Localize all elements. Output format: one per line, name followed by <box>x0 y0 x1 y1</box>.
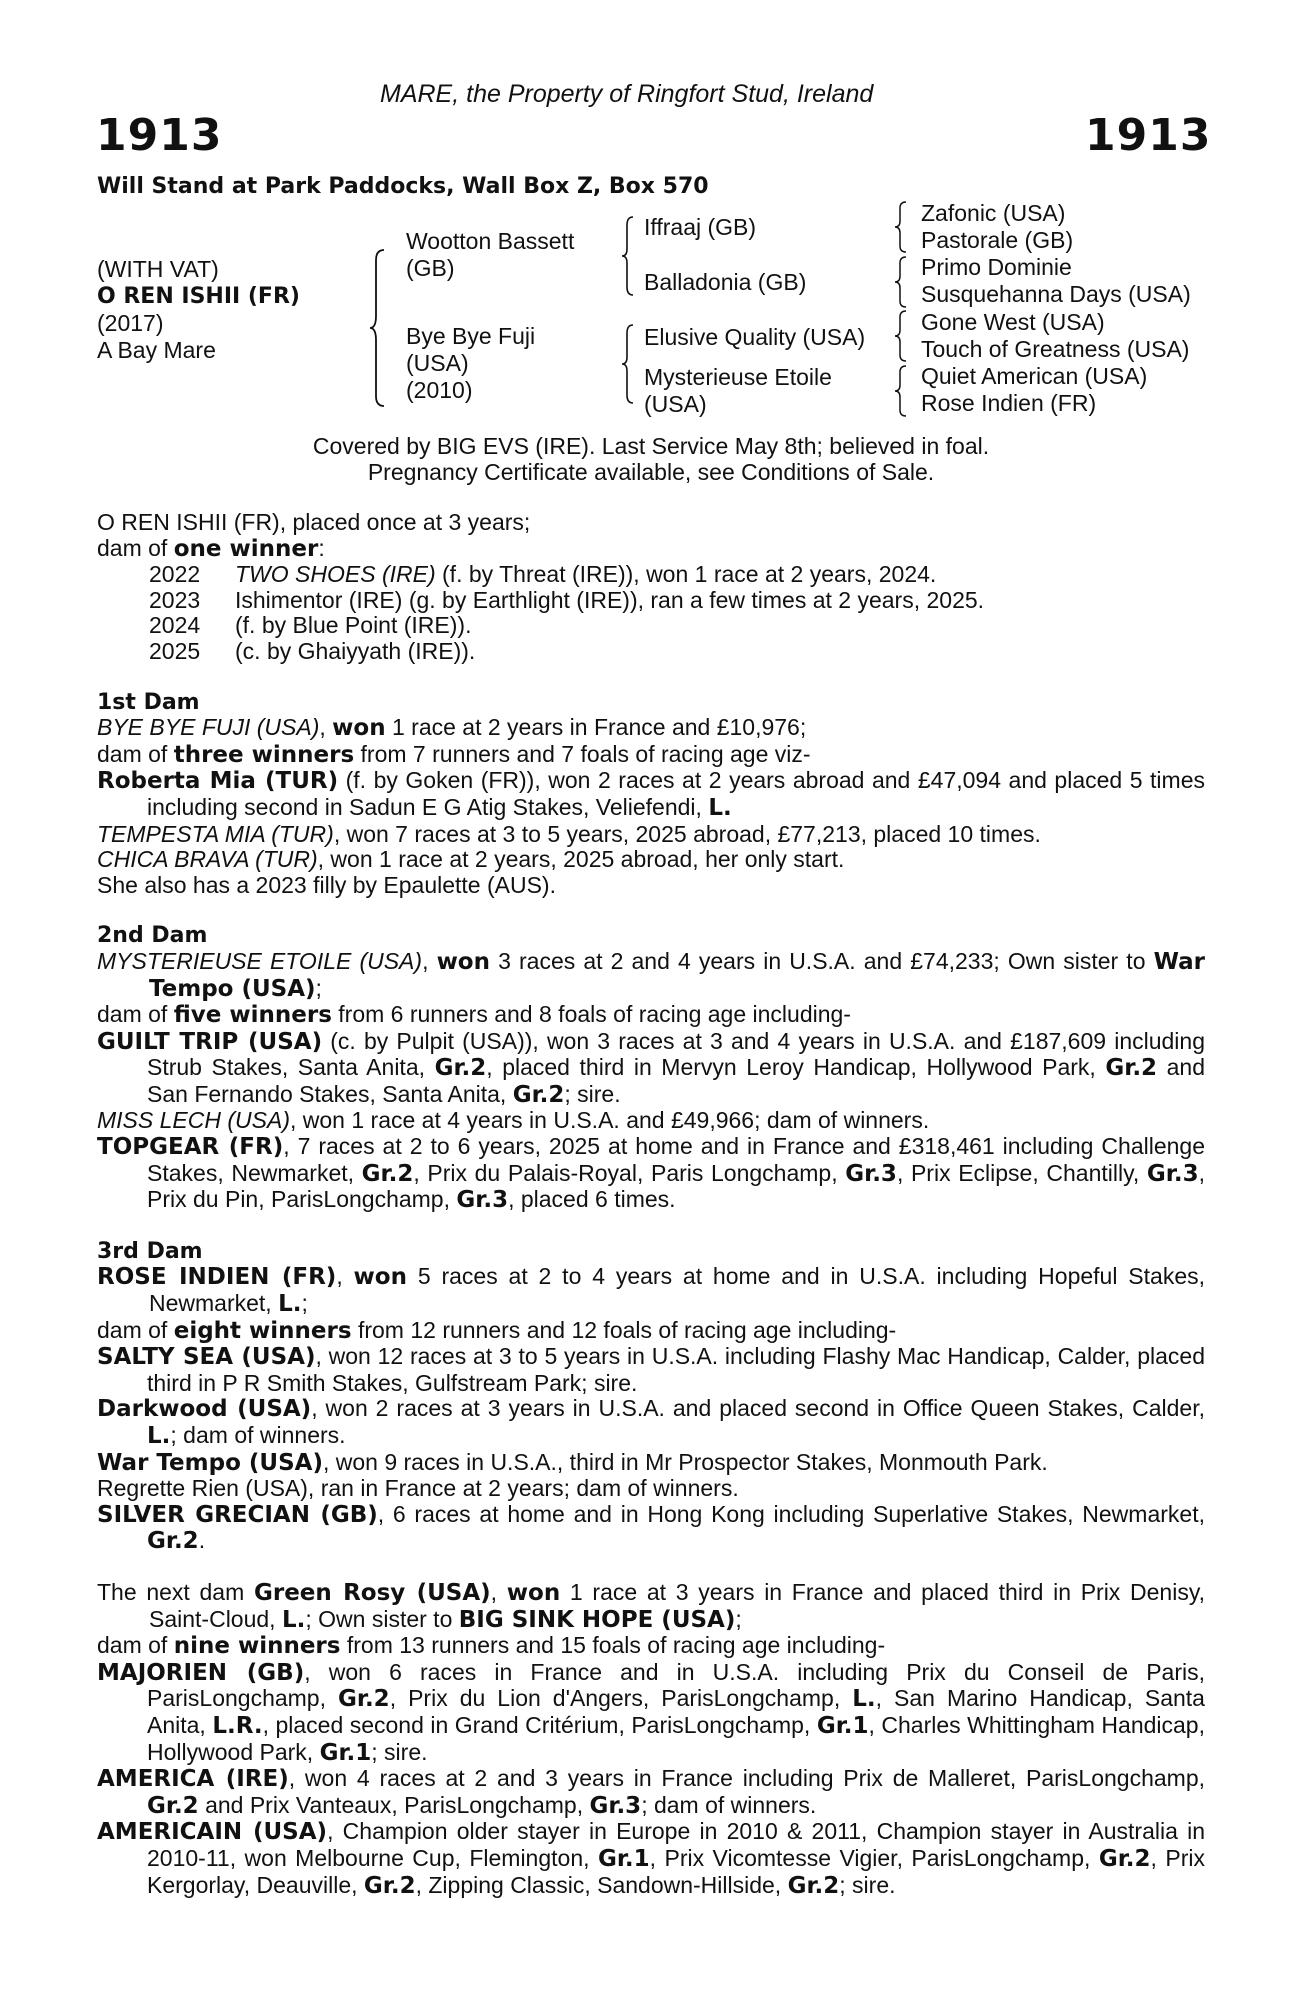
great-grandparent-1: Zafonic (USA) <box>921 200 1066 226</box>
first-dam-line: BYE BYE FUJI (USA), won 1 race at 2 years in France and £10,976; <box>97 714 807 742</box>
foal-row: 2023 Ishimentor (IRE) (g. by Earthlight (IRE)), ran a few times at 2 years, 2025. <box>149 586 985 613</box>
first-dam-footnote: She also has a 2023 filly by Epaulette (AUS). <box>97 871 556 898</box>
great-grandparent-6: Touch of Greatness (USA) <box>921 336 1190 362</box>
third-dam-progeny-summary: dam of eight winners from 12 runners and 12 foals of racing age including- <box>97 1316 897 1344</box>
great-grandparent-3: Primo Dominie <box>921 254 1072 280</box>
dam-year: (2010) <box>406 377 473 403</box>
pedigree-brace-sire <box>620 215 636 297</box>
horse-description: A Bay Mare <box>97 337 216 363</box>
next-dam-progeny-2: AMERICA (IRE), won 4 races at 2 and 3 years in France including Prix de Malleret, ParisLongchamp, Gr.2 and Prix Vanteaux, ParisLongchamp, Gr.3; dam of winners. <box>97 1765 1206 1819</box>
second-dam-grandprogeny-1: TOPGEAR (FR), 7 races at 2 to 6 years, 2025 at home and in France and £318,461 including Challenge Stakes, Newmarket, Gr.2, Prix du Palais-Royal, Paris Longchamp, Gr.3, Prix Eclipse, Chantilly, Gr.3, Prix du Pin, ParisLongchamp, Gr.3, placed 6 times. <box>97 1133 1206 1214</box>
second-dam-progeny-2: MISS LECH (USA), won 1 race at 4 years in U.S.A. and £49,966; dam of winners. <box>97 1107 930 1134</box>
granddam-maternal-name: Mysterieuse Etoile <box>644 364 832 390</box>
sire-country: (GB) <box>406 255 455 281</box>
first-dam-progeny-2: TEMPESTA MIA (TUR), won 7 races at 3 to 5 years, 2025 abroad, £77,213, placed 10 times. <box>97 820 1041 847</box>
second-dam-progeny-1: GUILT TRIP (USA) (c. by Pulpit (USA)), won 3 races at 3 and 4 years in U.S.A. and £187,609 including Strub Stakes, Santa Anita, Gr.2, placed third in Mervyn Leroy Handicap, Hollywood Park, Gr.2 and San Fernando Stakes, Santa Anita, Gr.2; sire. <box>97 1027 1205 1108</box>
intro-dam-of: dam of one winner: <box>97 534 325 562</box>
pedigree-brace-ggp1 <box>893 200 909 254</box>
pedigree-brace-dam <box>620 323 636 405</box>
horse-name: O REN ISHII (FR) <box>97 284 300 309</box>
pedigree-brace-ggp2 <box>893 255 909 309</box>
third-dam-progeny-2: Darkwood (USA), won 2 races at 3 years in U.S.A. and placed second in Office Queen Stakes, Calder, L.; dam of winners. <box>97 1395 1206 1449</box>
lot-number-left: 1913 <box>96 110 223 161</box>
third-dam-grandprogeny-1: SILVER GRECIAN (GB), 6 races at home and in Hong Kong including Superlative Stakes, Newmarket, Gr.2. <box>97 1500 1205 1555</box>
first-dam-heading: 1st Dam <box>97 689 200 715</box>
vat-note: (WITH VAT) <box>97 256 219 282</box>
third-dam-heading: 3rd Dam <box>97 1238 203 1264</box>
second-dam-line: MYSTERIEUSE ETOILE (USA), won 3 races at 2 and 4 years in U.S.A. and £74,233; Own sister to War Tempo (USA); <box>97 947 1206 1002</box>
second-dam-progeny-summary: dam of five winners from 6 runners and 8 foals of racing age including- <box>97 1001 851 1029</box>
next-dam-line: The next dam Green Rosy (USA), won 1 race at 3 years in France and placed third in Prix Denisy, Saint-Cloud, L.; Own sister to BIG SINK HOPE (USA); <box>97 1578 1205 1633</box>
great-grandparent-2: Pastorale (GB) <box>921 227 1074 253</box>
horse-year: (2017) <box>97 310 164 336</box>
third-dam-line: ROSE INDIEN (FR), won 5 races at 2 to 4 years at home and in U.S.A. including Hopeful Stakes, Newmarket, L.; <box>97 1263 1205 1318</box>
grandsire-paternal: Iffraaj (GB) <box>644 214 757 240</box>
great-grandparent-4: Susquehanna Days (USA) <box>921 281 1191 307</box>
great-grandparent-5: Gone West (USA) <box>921 309 1105 335</box>
next-dam-grandprogeny-1: AMERICAIN (USA), Champion older stayer in Europe in 2010 & 2011, Champion stayer in Australia in 2010-11, won Melbourne Cup, Flemington, Gr.1, Prix Vicomtesse Vigier, ParisLongchamp, Gr.2, Prix Kergorlay, Deauville, Gr.2, Zipping Classic, Sandown-Hillside, Gr.2; sire. <box>97 1818 1205 1899</box>
foal-row: 2022 TWO SHOES (IRE) (f. by Threat (IRE)), won 1 race at 2 years, 2024. <box>149 561 937 588</box>
covered-line-2: Pregnancy Certificate available, see Conditions of Sale. <box>367 459 935 485</box>
third-dam-progeny-3: War Tempo (USA), won 9 races in U.S.A., third in Mr Prospector Stakes, Monmouth Park. <box>97 1448 1048 1476</box>
next-dam-progeny-summary: dam of nine winners from 13 runners and 15 foals of racing age including- <box>97 1632 886 1660</box>
lot-subtitle: MARE, the Property of Ringfort Stud, Ireland <box>380 80 874 108</box>
covered-line-1: Covered by BIG EVS (IRE). Last Service May 8th; believed in foal. <box>312 433 990 459</box>
first-dam-progeny-3: CHICA BRAVA (TUR), won 1 race at 2 years, 2025 abroad, her only start. <box>97 846 845 873</box>
granddam-paternal: Balladonia (GB) <box>644 269 807 295</box>
third-dam-progeny-1: SALTY SEA (USA), won 12 races at 3 to 5 years in U.S.A. including Flashy Mac Handicap, Calder, placed third in P R Smith Stakes, Gulfstream Park; sire. <box>97 1343 1205 1396</box>
covered-note <box>97 433 1205 485</box>
great-grandparent-7: Quiet American (USA) <box>921 363 1148 389</box>
sire-name: Wootton Bassett <box>406 228 575 254</box>
dam-country: (USA) <box>406 350 469 376</box>
third-dam-progeny-4: Regrette Rien (USA), ran in France at 2 years; dam of winners. <box>97 1475 739 1502</box>
lot-number-right: 1913 <box>1085 110 1212 161</box>
next-dam-progeny-1: MAJORIEN (GB), won 6 races in France and in U.S.A. including Prix du Conseil de Paris, ParisLongchamp, Gr.2, Prix du Lion d'Angers, ParisLongchamp, L., San Marino Handicap, Santa Anita, L.R., placed second in Grand Critérium, ParisLongchamp, Gr.1, Charles Whittingham Handicap, Hollywood Park, Gr.1; sire. <box>97 1658 1206 1766</box>
intro-line: O REN ISHII (FR), placed once at 3 years; <box>97 509 531 535</box>
foal-row: 2025 (c. by Ghaiyyath (IRE)). <box>149 637 476 664</box>
grandsire-maternal: Elusive Quality (USA) <box>644 324 866 350</box>
pedigree-brace-ggp3 <box>893 309 909 363</box>
first-dam-progeny-1: Roberta Mia (TUR) (f. by Goken (FR)), won 2 races at 2 years abroad and £47,094 and placed 5 times including second in Sadun E G Atig Stakes, Veliefendi, L. <box>97 767 1205 821</box>
second-dam-heading: 2nd Dam <box>97 923 208 949</box>
foal-row: 2024 (f. by Blue Point (IRE)). <box>149 612 472 639</box>
produce-record <box>97 510 1205 1899</box>
stand-location: Will Stand at Park Paddocks, Wall Box Z, Box 570 <box>97 174 709 199</box>
dam-name: Bye Bye Fuji <box>406 323 536 349</box>
pedigree-brace-ggp4 <box>893 364 909 418</box>
granddam-maternal-country: (USA) <box>644 391 707 417</box>
great-grandparent-8: Rose Indien (FR) <box>921 390 1097 416</box>
first-dam-progeny-summary: dam of three winners from 7 runners and 7 foals of racing age viz- <box>97 740 811 768</box>
pedigree-brace-main <box>368 248 388 408</box>
